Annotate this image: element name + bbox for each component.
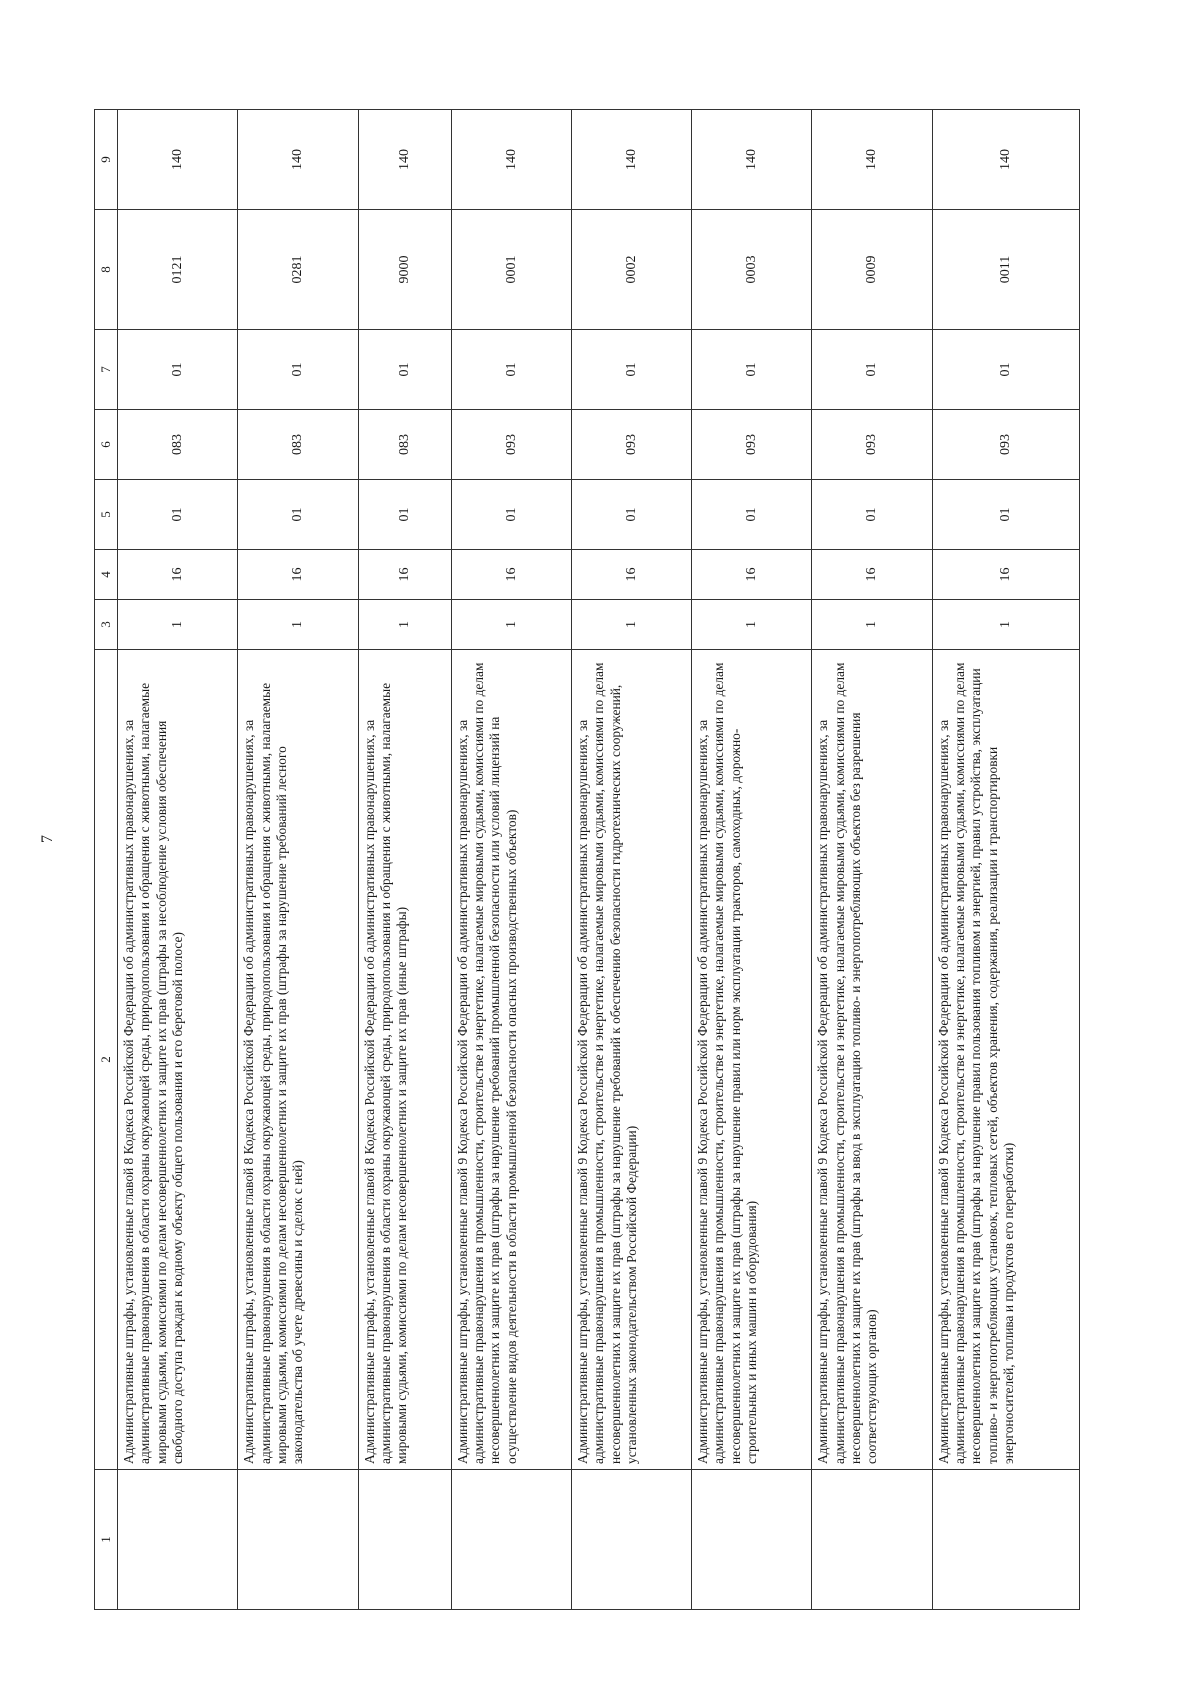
code-cell-9: 140 — [118, 110, 238, 210]
row-number-cell — [932, 1470, 1079, 1610]
code-cell-5: 01 — [238, 480, 358, 550]
code-cell-5: 01 — [358, 480, 451, 550]
code-cell-3: 1 — [238, 600, 358, 650]
code-cell-8: 0011 — [932, 210, 1079, 330]
code-cell-5: 01 — [692, 480, 812, 550]
code-cell-6: 093 — [571, 410, 691, 480]
code-cell-6: 083 — [238, 410, 358, 480]
code-cell-4: 16 — [118, 550, 238, 600]
description-cell: Административные штрафы, установленные главой 9 Кодекса Российской Федерации об административных правонарушениях, за административные правонарушения в промышленности, строительстве и энергетике, налагаемые мировыми судьями, комиссиями по делам несовершеннолетних и защите их прав (штрафы за нарушение требований к обеспечению безопасности гидротехнических сооружений, установленных законодательством Российской Федерации) — [571, 650, 691, 1470]
code-cell-7: 01 — [238, 330, 358, 410]
description-cell: Административные штрафы, установленные главой 9 Кодекса Российской Федерации об административных правонарушениях, за административные правонарушения в промышленности, строительстве и энергетике, налагаемые мировыми судьями, комиссиями по делам несовершеннолетних и защите их прав (штрафы за нарушение правил или норм эксплуатации тракторов, самоходных, дорожно-строительных и иных машин и оборудования) — [692, 650, 812, 1470]
code-cell-4: 16 — [571, 550, 691, 600]
code-cell-3: 1 — [812, 600, 932, 650]
column-header-9: 9 — [95, 110, 118, 210]
code-cell-7: 01 — [932, 330, 1079, 410]
table-row — [238, 110, 358, 1610]
code-cell-5: 01 — [118, 480, 238, 550]
code-cell-3: 1 — [118, 600, 238, 650]
code-cell-3: 1 — [571, 600, 691, 650]
column-header-4: 4 — [95, 550, 118, 600]
table-row — [118, 110, 238, 1610]
code-cell-5: 01 — [932, 480, 1079, 550]
row-number-cell — [358, 1470, 451, 1610]
code-cell-6: 083 — [118, 410, 238, 480]
table-row — [571, 110, 691, 1610]
code-cell-7: 01 — [451, 330, 571, 410]
code-cell-9: 140 — [571, 110, 691, 210]
table-row — [358, 110, 451, 1610]
code-cell-9: 140 — [932, 110, 1079, 210]
code-cell-4: 16 — [358, 550, 451, 600]
row-number-cell — [812, 1470, 932, 1610]
code-cell-7: 01 — [358, 330, 451, 410]
code-cell-9: 140 — [812, 110, 932, 210]
code-cell-5: 01 — [571, 480, 691, 550]
description-cell: Административные штрафы, установленные главой 9 Кодекса Российской Федерации об административных правонарушениях, за административные правонарушения в промышленности, строительстве и энергетике, налагаемые мировыми судьями, комиссиями по делам несовершеннолетних и защите их прав (штрафы за нарушение правил пользования топливом и энергией, правил устройства, эксплуатации топливо- и энергопотребляющих установок, тепловых сетей, объектов хранения, содержания, реализации и транспортировки энергоносителей, топлива и продуктов его переработки) — [932, 650, 1079, 1470]
code-cell-5: 01 — [451, 480, 571, 550]
code-cell-7: 01 — [118, 330, 238, 410]
table-row — [692, 110, 812, 1610]
description-cell: Административные штрафы, установленные главой 9 Кодекса Российской Федерации об административных правонарушениях, за административные правонарушения в промышленности, строительстве и энергетике, налагаемые мировыми судьями, комиссиями по делам несовершеннолетних и защите их прав (штрафы за ввод в эксплуатацию топливо- и энергопотребляющих объектов без разрешения соответствующих органов) — [812, 650, 932, 1470]
column-header-8: 8 — [95, 210, 118, 330]
code-cell-4: 16 — [812, 550, 932, 600]
code-cell-8: 0009 — [812, 210, 932, 330]
code-cell-8: 0002 — [571, 210, 691, 330]
code-cell-3: 1 — [451, 600, 571, 650]
code-cell-8: 0281 — [238, 210, 358, 330]
row-number-cell — [571, 1470, 691, 1610]
row-number-cell — [451, 1470, 571, 1610]
table-row — [812, 110, 932, 1610]
fines-table — [94, 109, 1080, 1610]
code-cell-6: 093 — [932, 410, 1079, 480]
table-header-row — [95, 110, 118, 1610]
code-cell-4: 16 — [451, 550, 571, 600]
code-cell-3: 1 — [692, 600, 812, 650]
description-cell: Административные штрафы, установленные главой 9 Кодекса Российской Федерации об административных правонарушениях, за административные правонарушения в промышленности, строительстве и энергетике, налагаемые мировыми судьями, комиссиями по делам несовершеннолетних и защите их прав (штрафы за нарушение требований промышленной безопасности или условий лицензий на осуществление видов деятельности в области промышленной безопасности опасных производственных объектов) — [451, 650, 571, 1470]
row-number-cell — [692, 1470, 812, 1610]
description-cell: Административные штрафы, установленные главой 8 Кодекса Российской Федерации об административных правонарушениях, за административные правонарушения в области охраны окружающей среды, природопользования и обращения с животными, налагаемые мировыми судьями, комиссиями по делам несовершеннолетних и защите их прав (штрафы за несоблюдение условия обеспечения свободного доступа граждан к водному объекту общего пользования и его береговой полосе) — [118, 650, 238, 1470]
code-cell-7: 01 — [692, 330, 812, 410]
column-header-5: 5 — [95, 480, 118, 550]
column-header-6: 6 — [95, 410, 118, 480]
row-number-cell — [238, 1470, 358, 1610]
code-cell-7: 01 — [812, 330, 932, 410]
code-cell-9: 140 — [238, 110, 358, 210]
code-cell-8: 0001 — [451, 210, 571, 330]
rotated-table-container — [94, 110, 1080, 1610]
code-cell-3: 1 — [932, 600, 1079, 650]
page-number: 7 — [39, 835, 56, 843]
column-header-1: 1 — [95, 1470, 118, 1610]
code-cell-8: 0003 — [692, 210, 812, 330]
table-row — [932, 110, 1079, 1610]
code-cell-7: 01 — [571, 330, 691, 410]
code-cell-4: 16 — [238, 550, 358, 600]
code-cell-9: 140 — [692, 110, 812, 210]
description-cell: Административные штрафы, установленные главой 8 Кодекса Российской Федерации об административных правонарушениях, за административные правонарушения в области охраны окружающей среды, природопользования и обращения с животными, налагаемые мировыми судьями, комиссиями по делам несовершеннолетних и защите их прав (иные штрафы) — [358, 650, 451, 1470]
column-header-3: 3 — [95, 600, 118, 650]
code-cell-8: 0121 — [118, 210, 238, 330]
description-cell: Административные штрафы, установленные главой 8 Кодекса Российской Федерации об административных правонарушениях, за административные правонарушения в области охраны окружающей среды, природопользования и обращения с животными, налагаемые мировыми судьями, комиссиями по делам несовершеннолетних и защите их прав (штрафы за нарушение требований лесного законодательства об учете древесины и сделок с ней) — [238, 650, 358, 1470]
code-cell-9: 140 — [358, 110, 451, 210]
code-cell-6: 093 — [812, 410, 932, 480]
code-cell-4: 16 — [932, 550, 1079, 600]
code-cell-6: 093 — [451, 410, 571, 480]
column-header-2: 2 — [95, 650, 118, 1470]
code-cell-6: 093 — [692, 410, 812, 480]
table-row — [451, 110, 571, 1610]
code-cell-5: 01 — [812, 480, 932, 550]
code-cell-3: 1 — [358, 600, 451, 650]
code-cell-8: 9000 — [358, 210, 451, 330]
code-cell-6: 083 — [358, 410, 451, 480]
code-cell-9: 140 — [451, 110, 571, 210]
row-number-cell — [118, 1470, 238, 1610]
code-cell-4: 16 — [692, 550, 812, 600]
column-header-7: 7 — [95, 330, 118, 410]
